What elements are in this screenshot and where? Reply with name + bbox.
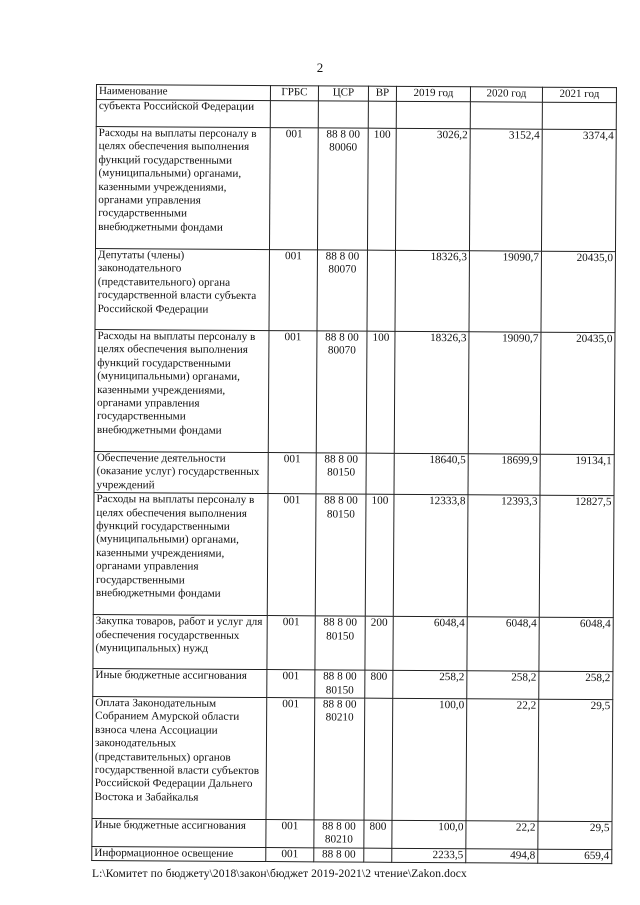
table-row [95,248,615,332]
header-grbs: ГРБС [270,86,318,101]
row-2020: 12393,3 [467,495,540,617]
row-2019: 6048,4 [393,617,467,671]
row-csr: 88 8 00 80150 [316,453,366,495]
row-2020: 494,8 [466,849,538,864]
file-path-footer: L:\Комитет по бюджету\2018\закон\бюджет 2019-2021\2 чтение\Zakon.docx [92,868,467,880]
header-name: Наименование [96,85,270,101]
row-vr: 100 [366,331,395,453]
table-row [92,819,612,850]
row-name: Иные бюджетные ассигнования [92,819,266,848]
row-name: субъекта Российской Федерации [96,100,270,128]
row-name: Обеспечение деятельности (оказание услуг) государственных учреждений [94,451,268,493]
row-2019 [396,101,470,128]
row-name: Расходы на выплаты персоналу в целях обеспечения выполнения функций государственными (муниципальными) органами, казенными учреждениями, органами управления государственными внебюджетными фондами [93,493,268,616]
row-grbs: 001 [268,331,317,453]
row-csr: 88 8 00 [314,848,364,863]
row-grbs: 001 [269,128,318,250]
row-csr: 88 8 00 80150 [315,670,365,698]
row-vr [364,848,392,863]
table-row [92,697,613,822]
row-grbs: 001 [266,698,315,820]
row-grbs: 001 [266,820,314,848]
row-2021: 659,4 [538,849,612,864]
row-2020 [470,102,542,129]
row-grbs: 001 [268,453,316,495]
row-csr: 88 8 00 80210 [314,698,365,820]
row-2019: 100,0 [392,698,467,820]
row-2021: 29,5 [538,699,613,821]
row-2021 [542,102,616,129]
row-2021: 3374,4 [541,129,616,251]
row-2019: 3026,2 [395,128,470,250]
table-row [94,329,615,454]
row-csr: 88 8 00 80060 [317,128,368,250]
row-2021: 19134,1 [540,454,614,496]
page-number: 2 [316,60,324,75]
row-csr: 88 8 00 80070 [316,331,367,453]
row-2021: 12827,5 [539,495,614,617]
row-2019: 18640,5 [394,453,468,495]
row-vr: 200 [365,616,393,670]
table-row [94,451,614,495]
table-row [95,127,616,252]
table-row [93,669,613,700]
row-2020: 6048,4 [467,617,539,671]
row-2021: 258,2 [539,671,613,699]
row-2020: 22,2 [466,699,539,821]
row-2019: 18326,3 [395,250,469,331]
row-vr [364,698,393,820]
row-vr: 800 [365,670,393,698]
row-name: Расходы на выплаты персоналу в целях обеспечения выполнения функций государственными (муниципальными) органами, казенными учреждениями, органами управления государственными внебюджетными фондами [95,127,270,250]
header-vr: ВР [368,86,396,101]
row-csr [318,101,368,128]
table-row [93,493,614,618]
row-name: Депутаты (члены) законодательного (представительного) органа государственной власти субъекта Российской Федерации [95,248,269,330]
budget-table [91,84,617,864]
row-2021: 29,5 [538,821,612,849]
budget-table-wrapper [91,84,616,864]
row-2019: 18326,3 [394,331,469,453]
row-vr: 800 [364,820,392,848]
row-vr: 100 [365,494,394,616]
row-name: Информационное освещение [92,846,266,861]
row-2020: 18699,9 [468,454,540,496]
row-2019: 100,0 [392,820,466,848]
row-name: Расходы на выплаты персоналу в целях обеспечения выполнения функций государственными (муниципальными) органами, казенными учреждениями, органами управления государственными внебюджетными фондами [94,329,269,452]
row-2019: 2233,5 [392,848,466,863]
row-2020: 19090,7 [469,251,541,332]
row-2019: 258,2 [393,671,467,699]
row-name: Иные бюджетные ассигнования [93,669,267,698]
row-2021: 20435,0 [540,332,615,454]
row-2020: 22,2 [466,821,538,849]
row-csr: 88 8 00 80210 [314,820,364,848]
row-2020: 19090,7 [468,332,541,454]
row-name: Закупка товаров, работ и услуг для обеспечения государственных (муниципальных) нужд [93,615,267,670]
row-grbs: 001 [267,494,316,616]
row-2021: 20435,0 [541,251,615,332]
table-row [96,100,616,130]
row-grbs [270,101,318,128]
row-vr: 100 [367,128,396,250]
row-grbs: 001 [269,250,317,331]
row-grbs: 001 [267,670,315,698]
row-csr: 88 8 00 80070 [317,250,367,331]
table-row [93,615,613,672]
row-2020: 3152,4 [469,129,542,251]
header-csr: ЦСР [318,86,368,101]
row-name: Оплата Законодательным Собранием Амурской области взноса члена Ассоциации законодательных (представительных) органов государственной власти субъектов Российской Федерации Дальнего Востока и Забайкалья [92,697,267,820]
row-csr: 88 8 00 80150 [315,616,365,670]
table-row [92,846,612,864]
row-vr [368,101,396,128]
row-vr [366,453,394,494]
header-2020: 2020 год [470,87,542,102]
header-2021: 2021 год [542,87,616,102]
row-grbs: 001 [267,616,315,670]
row-2019: 12333,8 [393,495,468,617]
row-2021: 6048,4 [539,617,613,671]
row-grbs: 001 [266,847,314,862]
row-2020: 258,2 [467,671,539,699]
header-2019: 2019 год [396,86,470,101]
row-csr: 88 8 00 80150 [315,494,366,616]
row-vr [367,250,395,331]
